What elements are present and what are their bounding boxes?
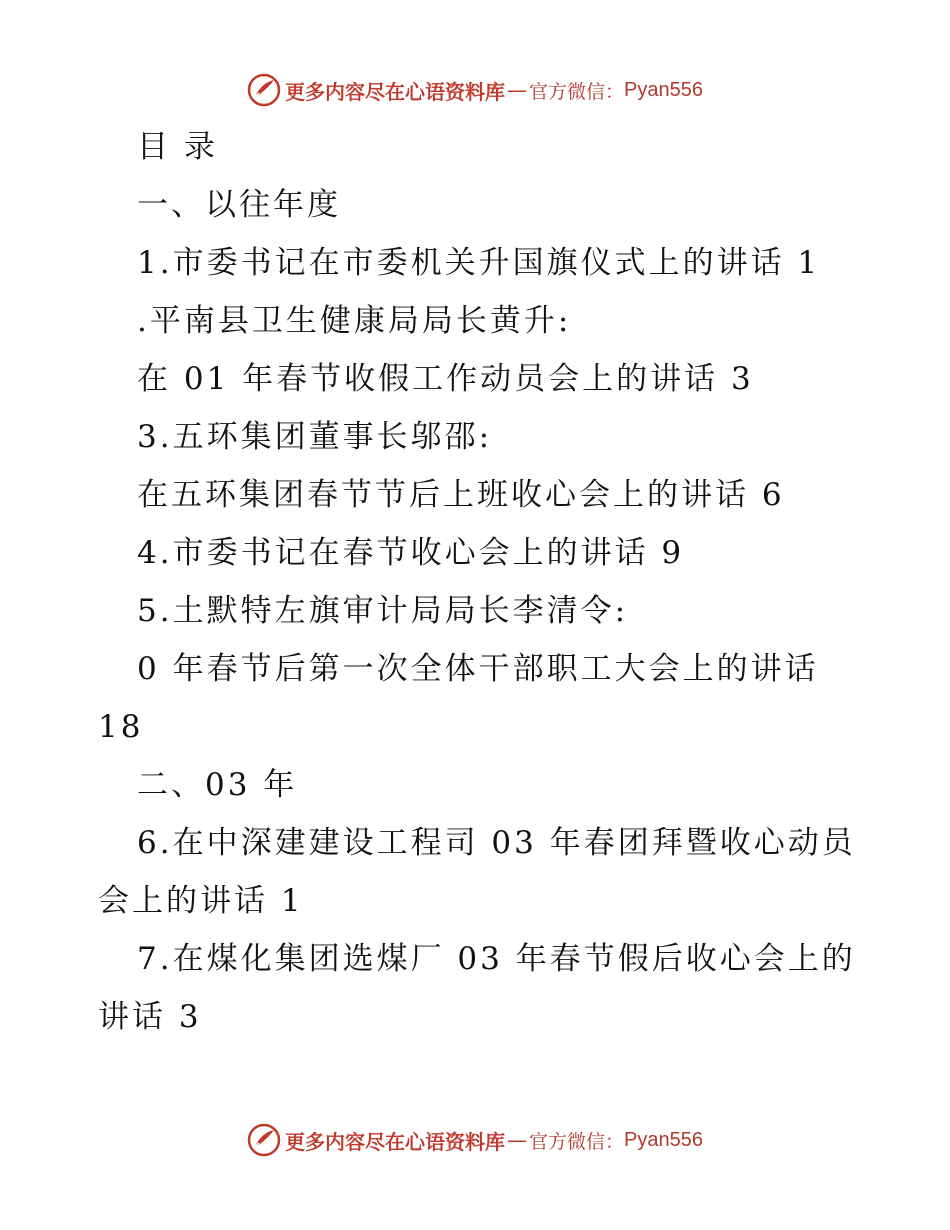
toc-section-heading: 一、以往年度 (137, 187, 341, 223)
toc-entry: 7.在煤化集团选煤厂 03 年春节假后收心会上的 (137, 941, 856, 977)
toc-entry: 在 01 年春节收假工作动员会上的讲话 3 (137, 361, 754, 397)
toc-title: 目 录 (137, 129, 218, 165)
toc-entry-continuation: 18 (98, 709, 144, 745)
toc-entry: 5.土默特左旗审计局局长李清令: (137, 593, 629, 629)
toc-entry: .平南县卫生健康局局长黄升: (137, 303, 572, 339)
banner-wechat-label: 官方微信： (529, 1130, 625, 1153)
footer-watermark-banner (0, 1120, 950, 1160)
header-watermark-banner (0, 70, 950, 110)
toc-entry: 1.市委书记在市委机关升国旗仪式上的讲话 1 (137, 245, 821, 281)
banner-brand-text: 更多内容尽在心语资料库 (285, 1129, 505, 1154)
banner-wechat-id: Pyan556 (624, 1128, 703, 1151)
toc-section-heading: 二、03 年 (137, 767, 298, 803)
toc-entry-continuation: 会上的讲话 1 (98, 883, 304, 919)
quill-pen-logo-icon (247, 73, 281, 107)
banner-wechat-id: Pyan556 (624, 78, 703, 101)
toc-entry: 4.市委书记在春节收心会上的讲话 9 (137, 535, 685, 571)
toc-entry-continuation: 讲话 3 (98, 999, 202, 1035)
banner-brand-text: 更多内容尽在心语资料库 (285, 79, 505, 104)
quill-pen-logo-icon (247, 1123, 281, 1157)
banner-dash: — (507, 1128, 527, 1152)
toc-entry: 6.在中深建建设工程司 03 年春团拜暨收心动员 (137, 825, 856, 861)
banner-dash: — (507, 78, 527, 102)
toc-entry: 0 年春节后第一次全体干部职工大会上的讲话 (137, 651, 819, 687)
banner-wechat-label: 官方微信： (529, 80, 625, 103)
table-of-contents (98, 118, 858, 1046)
toc-entry: 在五环集团春节节后上班收心会上的讲话 6 (137, 477, 785, 513)
toc-entry: 3.五环集团董事长邬邵: (137, 419, 493, 455)
